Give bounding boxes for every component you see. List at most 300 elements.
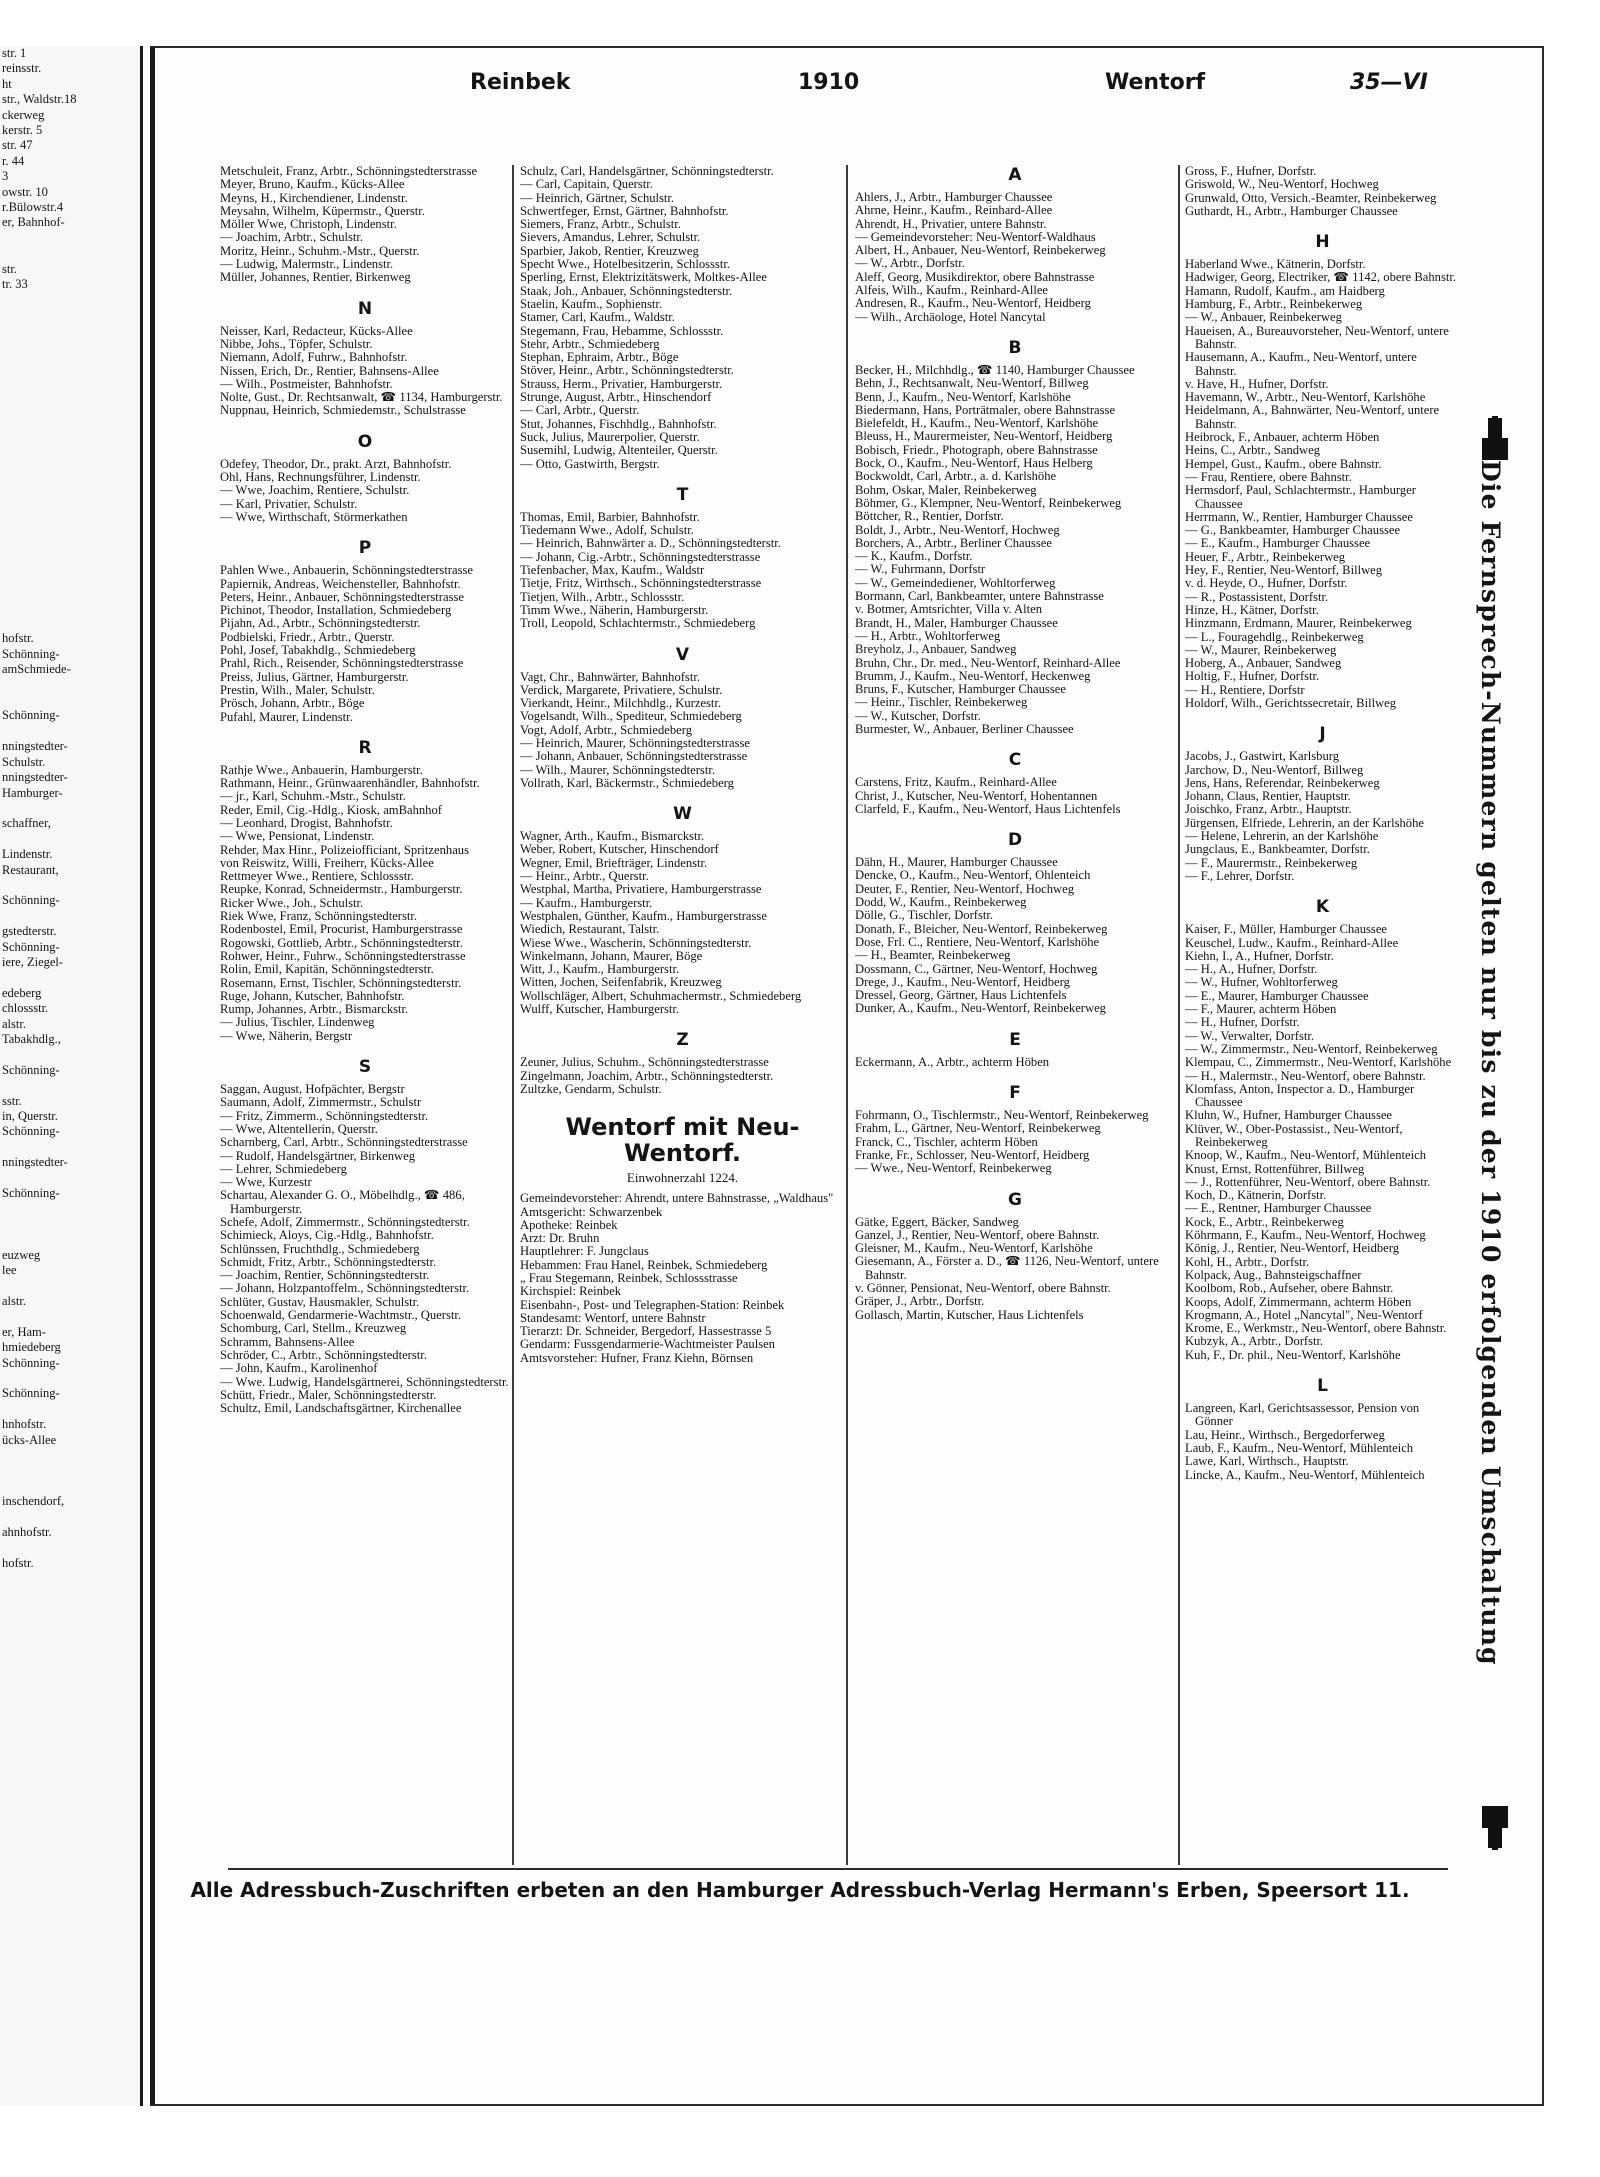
previous-page-line bbox=[0, 1540, 140, 1555]
directory-entry: Riek Wwe, Franz, Schönningstedterstr. bbox=[220, 909, 418, 924]
previous-page-line bbox=[0, 801, 140, 816]
directory-entry: Bobisch, Friedr., Photograph, obere Bahnstrasse bbox=[855, 442, 1098, 457]
directory-entry: Gendarm: Fussgendarmerie-Wachtmeister Paulsen bbox=[520, 1337, 775, 1352]
directory-entry: — F., Maurer, achterm Höben bbox=[1185, 1002, 1337, 1017]
directory-entry: — Wwe, Altentellerin, Querstr. bbox=[220, 1121, 378, 1136]
directory-entry: Saggan, August, Hofpächter, Bergstr bbox=[220, 1082, 405, 1097]
directory-entry: Kubzyk, A., Arbtr., Dorfstr. bbox=[1185, 1334, 1324, 1349]
running-head-place: Wentorf bbox=[1105, 70, 1206, 95]
directory-entry: von Reiswitz, Willi, Freiherr, Kücks-Allee bbox=[220, 855, 434, 870]
directory-entry: Suck, Julius, Maurerpolier, Querstr. bbox=[520, 429, 700, 444]
previous-page-line bbox=[0, 1479, 140, 1494]
directory-entry: Rathmann, Heinr., Grünwaarenhändler, Bahnhofstr. bbox=[220, 776, 480, 791]
previous-page-line bbox=[0, 878, 140, 893]
directory-entry: Deuter, F., Rentier, Neu-Wentorf, Hochweg bbox=[855, 881, 1075, 896]
directory-entry: Hermsdorf, Paul, Schlachtermstr., Hamburger Chaussee bbox=[1185, 483, 1416, 511]
previous-page-line bbox=[0, 832, 140, 847]
directory-entry: — F., Maurermstr., Reinbekerweg bbox=[1185, 855, 1358, 870]
previous-page-line bbox=[0, 539, 140, 554]
directory-entry: Gleisner, M., Kaufm., Neu-Wentorf, Karlshöhe bbox=[855, 1241, 1093, 1256]
directory-entry: König, J., Rentier, Neu-Wentorf, Heidberg bbox=[1185, 1241, 1400, 1256]
previous-page-line: Schönning- bbox=[2, 1386, 60, 1401]
directory-entry: Clarfeld, F., Kaufm., Neu-Wentorf, Haus Lichtenfels bbox=[855, 801, 1121, 816]
directory-entry: Gätke, Eggert, Bäcker, Sandweg bbox=[855, 1214, 1019, 1229]
directory-entry: Schwertfeger, Ernst, Gärtner, Bahnhofstr. bbox=[520, 203, 729, 218]
directory-entry: Stut, Johannes, Fischhdlg., Bahnhofstr. bbox=[520, 416, 717, 431]
directory-entry: Apotheke: Reinbek bbox=[520, 1217, 618, 1232]
directory-entry: — Fritz, Zimmerm., Schönningstedterstr. bbox=[220, 1108, 429, 1123]
previous-page-line: Tabakhdlg., bbox=[2, 1032, 61, 1046]
directory-entry: Donath, F., Bleicher, Neu-Wentorf, Reinbekerweg bbox=[855, 921, 1108, 936]
directory-entry: Moritz, Heinr., Schuhm.-Mstr., Querstr. bbox=[220, 243, 420, 258]
directory-entry: Pijahn, Ad., Arbtr., Schönningstedterstr. bbox=[220, 616, 421, 631]
directory-entry: v. d. Heyde, O., Hufner, Dorfstr. bbox=[1185, 576, 1348, 591]
previous-page-line bbox=[0, 370, 140, 385]
directory-entry: Kolpack, Aug., Bahnsteigschaffner bbox=[1185, 1267, 1362, 1282]
directory-entry: Stephan, Ephraim, Arbtr., Böge bbox=[520, 350, 679, 365]
directory-entry: Christ, J., Kutscher, Neu-Wentorf, Hohentannen bbox=[855, 788, 1098, 803]
directory-entry: — W., Anbauer, Reinbekerweg bbox=[1185, 310, 1342, 325]
directory-entry: Kaiser, F., Müller, Hamburger Chaussee bbox=[1185, 922, 1388, 937]
directory-entry: — Heinr., Tischler, Reinbekerweg bbox=[855, 695, 1028, 710]
directory-entry: Rump, Johannes, Arbtr., Bismarckstr. bbox=[220, 1002, 409, 1017]
directory-entry: Knoop, W., Kaufm., Neu-Wentorf, Mühlenteich bbox=[1185, 1148, 1427, 1163]
directory-entry: — Wwe, Wirthschaft, Störmerkathen bbox=[220, 509, 408, 524]
directory-entry: Vierkandt, Heinr., Milchhdlg., Kurzestr. bbox=[520, 696, 722, 711]
directory-entry: — G., Bankbeamter, Hamburger Chaussee bbox=[1185, 523, 1401, 538]
directory-entry: Hauptlehrer: F. Jungclaus bbox=[520, 1244, 649, 1259]
section-letter-heading: S bbox=[358, 1057, 372, 1078]
column-divider bbox=[846, 165, 848, 1865]
telephone-number-notice bbox=[1476, 400, 1516, 1850]
directory-entry: Ahlers, J., Arbtr., Hamburger Chaussee bbox=[855, 190, 1053, 204]
directory-entry: — F., Lehrer, Dorfstr. bbox=[1185, 868, 1295, 883]
directory-entry: Wulff, Kutscher, Hamburgerstr. bbox=[520, 1002, 680, 1017]
directory-entry: Bormann, Carl, Bankbeamter, untere Bahnstrasse bbox=[855, 589, 1104, 604]
directory-entry: — E., Kaufm., Hamburger Chaussee bbox=[1185, 536, 1371, 551]
directory-entry: Jürgensen, Elfriede, Lehrerin, an der Karlshöhe bbox=[1185, 815, 1424, 830]
directory-entry: Bleuss, H., Maurermeister, Neu-Wentorf, Heidberg bbox=[855, 429, 1113, 444]
directory-entry: Rogowski, Gottlieb, Arbtr., Schönningstedterstr. bbox=[220, 935, 463, 950]
previous-page-line: str., Waldstr.18 bbox=[2, 92, 77, 107]
previous-page-line bbox=[0, 1309, 140, 1324]
directory-entry: Bruhn, Chr., Dr. med., Neu-Wentorf, Reinhard-Allee bbox=[855, 655, 1121, 670]
directory-entry: — W., Hufner, Wohltorferweg bbox=[1185, 975, 1338, 990]
previous-page-line bbox=[0, 570, 140, 585]
directory-entry: Podbielski, Friedr., Arbtr., Querstr. bbox=[220, 629, 395, 644]
directory-entry: Amtsvorsteher: Hufner, Franz Kiehn, Börnsen bbox=[520, 1350, 754, 1365]
directory-entry: Scharnberg, Carl, Arbtr., Schönningstedterstrasse bbox=[220, 1135, 468, 1150]
directory-entry: Giesemann, A., Förster a. D., ☎ 1126, Neu-Wentorf, untere Bahnstr. bbox=[855, 1254, 1159, 1282]
directory-entry: Kluhn, W., Hufner, Hamburger Chaussee bbox=[1185, 1108, 1393, 1123]
directory-entry: Ahrne, Heinr., Kaufm., Reinhard-Allee bbox=[855, 203, 1053, 218]
previous-page-line: hofstr. bbox=[2, 631, 34, 646]
previous-page-line bbox=[0, 323, 140, 338]
previous-page-line: inschendorf, bbox=[2, 1494, 65, 1509]
previous-page-line bbox=[0, 1510, 140, 1525]
directory-entry: Reder, Emil, Cig.-Hdlg., Kiosk, amBahnhof bbox=[220, 802, 442, 817]
previous-page-line bbox=[0, 246, 140, 261]
directory-entry: Jacobs, J., Gastwirt, Karlsburg bbox=[1185, 749, 1340, 764]
section-letter-heading: J bbox=[1319, 724, 1326, 745]
section-title: Wentorf mit Neu-Wentorf. bbox=[565, 1113, 800, 1168]
directory-entry: Wegner, Emil, Briefträger, Lindenstr. bbox=[520, 855, 708, 870]
previous-page-line: ahnhofstr. bbox=[2, 1525, 52, 1539]
directory-entry: Sparbier, Jakob, Rentier, Kreuzweg bbox=[520, 243, 699, 258]
directory-entry: — W., Verwalter, Dorfstr. bbox=[1185, 1028, 1315, 1043]
previous-page-line bbox=[0, 601, 140, 616]
directory-entry: Lau, Heinr., Wirthsch., Bergedorferweg bbox=[1185, 1427, 1385, 1442]
directory-entry: Siemers, Franz, Arbtr., Schulstr. bbox=[520, 217, 681, 232]
directory-entry: Brandt, H., Maler, Hamburger Chaussee bbox=[855, 615, 1058, 630]
directory-entry: — Wwe, Kurzestr bbox=[220, 1175, 312, 1190]
previous-page-line: str. bbox=[2, 261, 17, 276]
directory-entry: Pichinot, Theodor, Installation, Schmiedeberg bbox=[220, 603, 452, 618]
directory-entry: Langreen, Karl, Gerichtsassessor, Pension von Gönner bbox=[1185, 1401, 1420, 1429]
directory-entry: Haberland Wwe., Kätnerin, Dorfstr. bbox=[1185, 257, 1366, 272]
directory-entry: Holtig, F., Hufner, Dorfstr. bbox=[1185, 669, 1320, 684]
directory-entry: Alfeis, Wilh., Kaufm., Reinhard-Allee bbox=[855, 283, 1049, 298]
previous-page-line bbox=[0, 1201, 140, 1216]
directory-entry: Behn, J., Rechtsanwalt, Neu-Wentorf, Billweg bbox=[855, 376, 1089, 391]
previous-page-line bbox=[0, 970, 140, 985]
section-letter-heading: A bbox=[1008, 165, 1022, 185]
directory-entry: Gross, F., Hufner, Dorfstr. bbox=[1185, 165, 1317, 178]
directory-entry: Wiedich, Restaurant, Talstr. bbox=[520, 922, 660, 937]
section-letter-heading: V bbox=[675, 644, 690, 665]
footer-rule bbox=[228, 1868, 1448, 1870]
previous-page-line bbox=[0, 416, 140, 431]
directory-entry: Jens, Hans, Referendar, Reinbekerweg bbox=[1185, 775, 1380, 790]
directory-entry: Griswold, W., Neu-Wentorf, Hochweg bbox=[1185, 177, 1379, 192]
directory-entry: Saumann, Adolf, Zimmermstr., Schulstr bbox=[220, 1095, 422, 1110]
directory-entry: Tierarzt: Dr. Schneider, Bergedorf, Hassestrasse 5 bbox=[520, 1324, 772, 1339]
previous-page-line: Hamburger- bbox=[2, 785, 63, 800]
directory-entry: Eckermann, A., Arbtr., achterm Höben bbox=[855, 1054, 1050, 1069]
previous-page-line bbox=[0, 1140, 140, 1155]
directory-entry: Köhrmann, F., Kaufm., Neu-Wentorf, Hochweg bbox=[1185, 1228, 1426, 1243]
directory-entry: Strunge, August, Arbtr., Hinschendorf bbox=[520, 390, 712, 405]
directory-entry: — H., Malermstr., Neu-Wentorf, obere Bahnstr. bbox=[1185, 1068, 1426, 1083]
directory-entry: Dressel, Georg, Gärtner, Haus Lichtenfels bbox=[855, 988, 1067, 1003]
directory-entry: Nuppnau, Heinrich, Schmiedemstr., Schulstrasse bbox=[220, 403, 466, 418]
previous-page-line: lee bbox=[2, 1263, 17, 1278]
directory-entry: Böhmer, G., Klempner, Neu-Wentorf, Reinbekerweg bbox=[855, 495, 1122, 510]
previous-page-line bbox=[0, 1463, 140, 1478]
directory-entry: — Rudolf, Handelsgärtner, Birkenweg bbox=[220, 1148, 415, 1163]
directory-entry: Schlüter, Gustav, Hausmakler, Schulstr. bbox=[220, 1294, 420, 1309]
directory-entry: — Joachim, Rentier, Schönningstedterstr. bbox=[220, 1268, 430, 1283]
directory-entry: — Frau, Rentiere, obere Bahnstr. bbox=[1185, 469, 1352, 484]
section-letter-heading: C bbox=[1008, 750, 1022, 771]
directory-entry: Wollschläger, Albert, Schuhmachermstr., Schmiedeberg bbox=[520, 988, 802, 1003]
previous-page-line: Schulstr. bbox=[2, 754, 46, 769]
previous-page-line: alstr. bbox=[2, 1016, 26, 1031]
previous-page-line bbox=[0, 339, 140, 354]
directory-entry: Böttcher, R., Rentier, Dorfstr. bbox=[855, 509, 1004, 524]
directory-entry: Kohl, H., Arbtr., Dorfstr. bbox=[1185, 1254, 1310, 1269]
directory-entry: Westphal, Martha, Privatiere, Hamburgerstrasse bbox=[520, 882, 762, 897]
directory-entry: Haueisen, A., Bureauvorsteher, Neu-Wentorf, untere Bahnstr. bbox=[1185, 323, 1449, 351]
directory-entry: Krogmann, A., Hotel „Nancytal", Neu-Wentorf bbox=[1185, 1307, 1423, 1322]
directory-entry: Susemihl, Ludwig, Altenteiler, Querstr. bbox=[520, 443, 718, 458]
directory-entry: Tiedemann Wwe., Adolf, Schulstr. bbox=[520, 523, 694, 538]
directory-entry: Ahrendt, H., Privatier, untere Bahnstr. bbox=[855, 216, 1047, 231]
directory-entry: Schütt, Friedr., Maler, Schönningstedterstr. bbox=[220, 1387, 437, 1402]
directory-entry: — W., Arbtr., Dorfstr. bbox=[855, 256, 965, 271]
section-letter-heading: O bbox=[357, 431, 373, 452]
directory-entry: — Leonhard, Drogist, Bahnhofstr. bbox=[220, 815, 393, 830]
directory-entry: Neisser, Karl, Redacteur, Kücks-Allee bbox=[220, 323, 413, 338]
page-number: 35—VI bbox=[1350, 70, 1428, 95]
directory-entry: — E., Rentner, Hamburger Chaussee bbox=[1185, 1201, 1372, 1216]
directory-entry: — W., Kutscher, Dorfstr. bbox=[855, 708, 981, 723]
previous-page-line: alstr. bbox=[2, 1293, 26, 1308]
section-letter-heading: K bbox=[1315, 897, 1330, 918]
directory-entry: Hoberg, A., Anbauer, Sandweg bbox=[1185, 656, 1342, 671]
directory-entry: Borchers, A., Arbtr., Berliner Chaussee bbox=[855, 535, 1052, 550]
previous-page-line: kerstr. 5 bbox=[2, 123, 43, 138]
directory-entry: Schröder, C., Arbtr., Schönningstedterstr. bbox=[220, 1347, 427, 1362]
directory-entry: Bock, O., Kaufm., Neu-Wentorf, Haus Helberg bbox=[855, 456, 1093, 471]
directory-entry: Klüver, W., Ober-Postassist., Neu-Wentorf, Reinbekerweg bbox=[1185, 1121, 1403, 1149]
directory-entry: Grunwald, Otto, Versich.-Beamter, Reinbekerweg bbox=[1185, 190, 1437, 205]
previous-page-line: euzweg bbox=[2, 1247, 41, 1262]
directory-entry: Keuschel, Ludw., Kaufm., Reinhard-Allee bbox=[1185, 935, 1399, 950]
previous-page-line bbox=[0, 508, 140, 523]
directory-entry: Heibrock, F., Anbauer, achterm Höben bbox=[1185, 430, 1380, 445]
previous-page-line bbox=[0, 554, 140, 569]
previous-page-line bbox=[0, 724, 140, 739]
directory-entry: Troll, Leopold, Schlachtermstr., Schmiedeberg bbox=[520, 616, 756, 631]
directory-entry: Koolbom, Rob., Aufseher, obere Bahnstr. bbox=[1185, 1281, 1394, 1296]
directory-entry: Stöver, Heinr., Arbtr., Schönningstedterstr. bbox=[520, 363, 734, 378]
directory-entry: Boldt, J., Arbtr., Neu-Wentorf, Hochweg bbox=[855, 522, 1060, 537]
directory-entry: Franck, C., Tischler, achterm Höben bbox=[855, 1134, 1038, 1149]
previous-page-line bbox=[0, 616, 140, 631]
directory-entry: Dose, Frl. C., Rentiere, Neu-Wentorf, Karlshöhe bbox=[855, 934, 1100, 949]
directory-entry: Fohrmann, O., Tischlermstr., Neu-Wentorf, Reinbekerweg bbox=[855, 1108, 1149, 1123]
previous-page-line bbox=[0, 431, 140, 446]
directory-entry: Prestin, Wilh., Maler, Schulstr. bbox=[220, 682, 375, 697]
directory-entry: Nolte, Gust., Dr. Rechtsanwalt, ☎ 1134, Hamburgerstr. bbox=[220, 390, 503, 405]
directory-entry: Aleff, Georg, Musikdirektor, obere Bahnstrasse bbox=[855, 269, 1095, 284]
directory-entry: Bockwoldt, Carl, Arbtr., a. d. Karlshöhe bbox=[855, 469, 1057, 484]
directory-entry: Rodenbostel, Emil, Procurist, Hamburgerstrasse bbox=[220, 922, 463, 937]
previous-page-line: reinsstr. bbox=[2, 61, 42, 76]
previous-page-line: Schönning- bbox=[2, 939, 60, 954]
directory-entry: Vogt, Adolf, Arbtr., Schmiedeberg bbox=[520, 722, 692, 737]
directory-entry: v. Have, H., Hufner, Dorfstr. bbox=[1185, 376, 1329, 391]
directory-entry: Dölle, G., Tischler, Dorfstr. bbox=[855, 908, 994, 923]
directory-column-1 bbox=[220, 165, 510, 1860]
previous-page-line: Schönning- bbox=[2, 1186, 60, 1201]
directory-entry: Eisenbahn-, Post- und Telegraphen-Station: Reinbek bbox=[520, 1297, 785, 1312]
directory-entry: Metschuleit, Franz, Arbtr., Schönningstedterstrasse bbox=[220, 165, 478, 178]
previous-page-line: ckerweg bbox=[2, 107, 45, 122]
directory-entry: Hausemann, A., Kaufm., Neu-Wentorf, untere Bahnstr. bbox=[1185, 350, 1417, 378]
directory-entry: Dodd, W., Kaufm., Reinbekerweg bbox=[855, 895, 1027, 910]
directory-entry: Schoenwald, Gendarmerie-Wachtmstr., Querstr. bbox=[220, 1308, 461, 1323]
directory-entry: Nissen, Erich, Dr., Rentier, Bahnsens-Allee bbox=[220, 363, 439, 378]
previous-page-line: r.Bülowstr.4 bbox=[2, 200, 64, 215]
previous-page-line bbox=[0, 385, 140, 400]
directory-entry: — Carl, Capitain, Querstr. bbox=[520, 177, 653, 192]
directory-entry: Schramm, Bahnsens-Allee bbox=[220, 1334, 355, 1349]
directory-entry: Franke, Fr., Schlosser, Neu-Wentorf, Heidberg bbox=[855, 1147, 1090, 1162]
directory-entry: Heuer, F., Arbtr., Reinbekerweg bbox=[1185, 549, 1346, 564]
section-letter-heading: D bbox=[1007, 830, 1023, 851]
directory-entry: Standesamt: Wentorf, untere Bahnstr bbox=[520, 1310, 706, 1325]
previous-page-line bbox=[0, 354, 140, 369]
directory-entry: Rettmeyer Wwe., Rentiere, Schlossstr. bbox=[220, 869, 414, 884]
directory-entry: Vagt, Chr., Bahnwärter, Bahnhofstr. bbox=[520, 669, 700, 684]
directory-entry: Preiss, Julius, Gärtner, Hamburgerstr. bbox=[220, 669, 409, 684]
directory-entry: Tietjen, Wilh., Arbtr., Schlossstr. bbox=[520, 589, 685, 604]
directory-entry: Heins, C., Arbtr., Sandweg bbox=[1185, 443, 1321, 458]
previous-page-line: Schönning- bbox=[2, 1062, 60, 1077]
directory-entry: — Lehrer, Schmiedeberg bbox=[220, 1161, 347, 1176]
directory-entry: Möller Wwe, Christoph, Lindenstr. bbox=[220, 217, 397, 232]
population-note: Einwohnerzahl 1224. bbox=[626, 1170, 739, 1186]
directory-entry: Drege, J., Kaufm., Neu-Wentorf, Heidberg bbox=[855, 974, 1070, 989]
previous-page-line bbox=[0, 447, 140, 462]
previous-page-line: Schönning- bbox=[2, 1124, 60, 1139]
section-letter-heading: N bbox=[357, 298, 373, 319]
directory-entry: Schulz, Carl, Handelsgärtner, Schönningstedterstr. bbox=[520, 165, 774, 178]
directory-entry: Bohm, Oskar, Maler, Reinbekerweg bbox=[855, 482, 1037, 497]
directory-entry: — E., Maurer, Hamburger Chaussee bbox=[1185, 988, 1369, 1003]
directory-column-2 bbox=[520, 165, 845, 1860]
directory-entry: Carstens, Fritz, Kaufm., Reinhard-Allee bbox=[855, 775, 1057, 790]
previous-page-line bbox=[0, 1448, 140, 1463]
previous-page-line bbox=[0, 909, 140, 924]
previous-page-line bbox=[0, 1279, 140, 1294]
previous-page-line bbox=[0, 1078, 140, 1093]
directory-entry: — Heinrich, Bahnwärter a. D., Schönningstedterstr. bbox=[520, 536, 781, 551]
directory-entry: Ganzel, J., Rentier, Neu-Wentorf, obere Bahnstr. bbox=[855, 1227, 1100, 1242]
directory-entry: Havemann, W., Arbtr., Neu-Wentorf, Karlshöhe bbox=[1185, 390, 1426, 405]
previous-page-fragment bbox=[0, 46, 143, 2106]
previous-page-line: owstr. 10 bbox=[2, 184, 48, 199]
directory-entry: Witt, J., Kaufm., Hamburgerstr. bbox=[520, 962, 680, 977]
directory-entry: Holdorf, Wilh., Gerichtssecretair, Billweg bbox=[1185, 695, 1397, 710]
directory-entry: — Johann, Holzpantoffelm., Schönningstedterstr. bbox=[220, 1281, 470, 1296]
section-letter-heading: Z bbox=[676, 1030, 689, 1051]
previous-page-line: 3 bbox=[2, 169, 9, 184]
previous-page-line bbox=[0, 493, 140, 508]
directory-entry: Becker, H., Milchhdlg., ☎ 1140, Hamburger Chaussee bbox=[855, 362, 1135, 377]
directory-entry: — Wwe, Joachim, Rentiere, Schulstr. bbox=[220, 483, 410, 498]
previous-page-line: ücks-Allee bbox=[2, 1432, 57, 1447]
previous-page-line: Lindenstr. bbox=[2, 847, 53, 862]
previous-page-line: tr. 33 bbox=[2, 277, 28, 292]
directory-entry: Bielefeldt, H., Kaufm., Neu-Wentorf, Karlshöhe bbox=[855, 416, 1099, 431]
directory-entry: v. Gönner, Pensionat, Neu-Wentorf, obere Bahnstr. bbox=[855, 1281, 1111, 1295]
directory-entry: Wagner, Arth., Kaufm., Bismarckstr. bbox=[520, 829, 705, 844]
directory-entry: Jungclaus, E., Bankbeamter, Dorfstr. bbox=[1185, 842, 1370, 857]
directory-entry: — Johann, Anbauer, Schönningstedterstrasse bbox=[520, 749, 748, 764]
directory-entry: Rosemann, Ernst, Tischler, Schönningstedterstr. bbox=[220, 975, 462, 990]
previous-page-line bbox=[0, 693, 140, 708]
directory-entry: Herrmann, W., Rentier, Hamburger Chaussee bbox=[1185, 509, 1413, 524]
directory-entry: — Wwe, Pensionat, Lindenstr. bbox=[220, 829, 375, 844]
previous-page-line: nningstedter- bbox=[2, 739, 68, 754]
directory-column-4 bbox=[1185, 165, 1460, 1860]
previous-page-line bbox=[0, 524, 140, 539]
directory-entry: Tietje, Fritz, Wirthsch., Schönningstedterstrasse bbox=[520, 576, 762, 591]
previous-page-line bbox=[0, 1232, 140, 1247]
directory-entry: Kuh, F., Dr. phil., Neu-Wentorf, Karlshöhe bbox=[1185, 1347, 1401, 1362]
directory-entry: Stehr, Arbtr., Schmiedeberg bbox=[520, 336, 660, 351]
directory-entry: Schimieck, Aloys, Cig.-Hdlg., Bahnhofstr. bbox=[220, 1228, 434, 1243]
directory-entry: Frahm, L., Gärtner, Neu-Wentorf, Reinbekerweg bbox=[855, 1121, 1101, 1136]
directory-entry: Biedermann, Hans, Porträtmaler, obere Bahnstrasse bbox=[855, 402, 1116, 417]
directory-entry: — Gemeindevorsteher: Neu-Wentorf-Waldhaus bbox=[855, 229, 1096, 244]
directory-entry: v. Botmer, Amtsrichter, Villa v. Alten bbox=[855, 602, 1042, 617]
directory-entry: — R., Postassistent, Dorfstr. bbox=[1185, 589, 1329, 604]
directory-entry: Ruge, Johann, Kutscher, Bahnhofstr. bbox=[220, 988, 405, 1003]
directory-entry: — H., A., Hufner, Dorfstr. bbox=[1185, 962, 1318, 977]
directory-entry: Sievers, Amandus, Lehrer, Schulstr. bbox=[520, 230, 701, 245]
directory-entry: — Carl, Arbtr., Querstr. bbox=[520, 403, 640, 418]
telephone-number-notice-text: Die Fernsprech-Nummern gelten nur bis zu der 1910 erfolgenden Umschaltung bbox=[1476, 460, 1505, 1666]
directory-entry: — Helene, Lehrerin, an der Karlshöhe bbox=[1185, 829, 1379, 844]
directory-entry: Schultz, Emil, Landschaftsgärtner, Kirchenallee bbox=[220, 1401, 462, 1416]
directory-entry: Gräper, J., Arbtr., Dorfstr. bbox=[855, 1294, 985, 1309]
directory-entry: Dencke, O., Kaufm., Neu-Wentorf, Ohlenteich bbox=[855, 868, 1091, 883]
previous-page-line: in, Querstr. bbox=[2, 1109, 58, 1124]
previous-page-line bbox=[0, 1217, 140, 1232]
directory-entry: Müller, Johannes, Rentier, Birkenweg bbox=[220, 270, 411, 285]
directory-entry: Burmester, W., Anbauer, Berliner Chaussee bbox=[855, 721, 1074, 736]
directory-entry: Gemeindevorsteher: Ahrendt, untere Bahnstrasse, „Waldhaus" bbox=[520, 1191, 834, 1206]
directory-entry: Schmidt, Fritz, Arbtr., Schönningstedterstr. bbox=[220, 1254, 437, 1269]
section-letter-heading: R bbox=[358, 737, 372, 758]
directory-column-3 bbox=[855, 165, 1175, 1860]
previous-page-line bbox=[0, 1047, 140, 1062]
directory-entry: Andresen, R., Kaufm., Neu-Wentorf, Heidberg bbox=[855, 296, 1091, 311]
directory-entry: Wiese Wwe., Wascherin, Schönningstedterstr. bbox=[520, 935, 752, 950]
directory-entry: Joischko, Franz, Arbtr., Hauptstr. bbox=[1185, 802, 1352, 817]
previous-page-line bbox=[0, 462, 140, 477]
directory-entry: — Heinrich, Gärtner, Schulstr. bbox=[520, 190, 675, 205]
directory-entry: Klomfass, Anton, Inspector a. D., Hamburger Chaussee bbox=[1185, 1081, 1415, 1110]
previous-page-line bbox=[0, 477, 140, 492]
directory-entry: — Julius, Tischler, Lindenweg bbox=[220, 1015, 375, 1030]
directory-entry: Zingelmann, Joachim, Arbtr., Schönningstedterstr. bbox=[520, 1068, 774, 1083]
directory-entry: Bruns, F., Kutscher, Hamburger Chaussee bbox=[855, 682, 1066, 697]
directory-entry: Pufahl, Maurer, Lindenstr. bbox=[220, 709, 353, 724]
directory-entry: — L., Fouragehdlg., Reinbekerweg bbox=[1185, 629, 1364, 644]
directory-entry: Kiehn, I., A., Hufner, Dorfstr. bbox=[1185, 948, 1334, 963]
directory-entry: — Wilh., Postmeister, Bahnhofstr. bbox=[220, 376, 393, 391]
directory-entry: — Wwe., Neu-Wentorf, Reinbekerweg bbox=[855, 1161, 1052, 1176]
directory-entry: Sperling, Ernst, Elektrizitätswerk, Moltkes-Allee bbox=[520, 270, 767, 285]
directory-entry: — H., Beamter, Reinbekerweg bbox=[855, 948, 1011, 963]
directory-entry: — J., Rottenführer, Neu-Wentorf, obere Bahnstr. bbox=[1185, 1174, 1431, 1189]
directory-entry: Schartau, Alexander G. O., Möbelhdlg., ☎ 486, Hamburgerstr. bbox=[220, 1188, 465, 1216]
directory-entry: Johann, Claus, Rentier, Hauptstr. bbox=[1185, 789, 1351, 804]
previous-page-line: nningstedter- bbox=[2, 770, 68, 785]
previous-page-line: amSchmiede- bbox=[2, 662, 71, 677]
directory-entry: Arzt: Dr. Bruhn bbox=[520, 1231, 600, 1246]
directory-entry: — jr., Karl, Schuhm.-Mstr., Schulstr. bbox=[220, 789, 406, 804]
section-letter-heading: E bbox=[1009, 1029, 1021, 1050]
section-letter-heading: F bbox=[1009, 1083, 1021, 1104]
directory-entry: Schomburg, Carl, Stellm., Kreuzweg bbox=[220, 1321, 407, 1336]
directory-entry: Dossmann, C., Gärtner, Neu-Wentorf, Hochweg bbox=[855, 961, 1098, 976]
